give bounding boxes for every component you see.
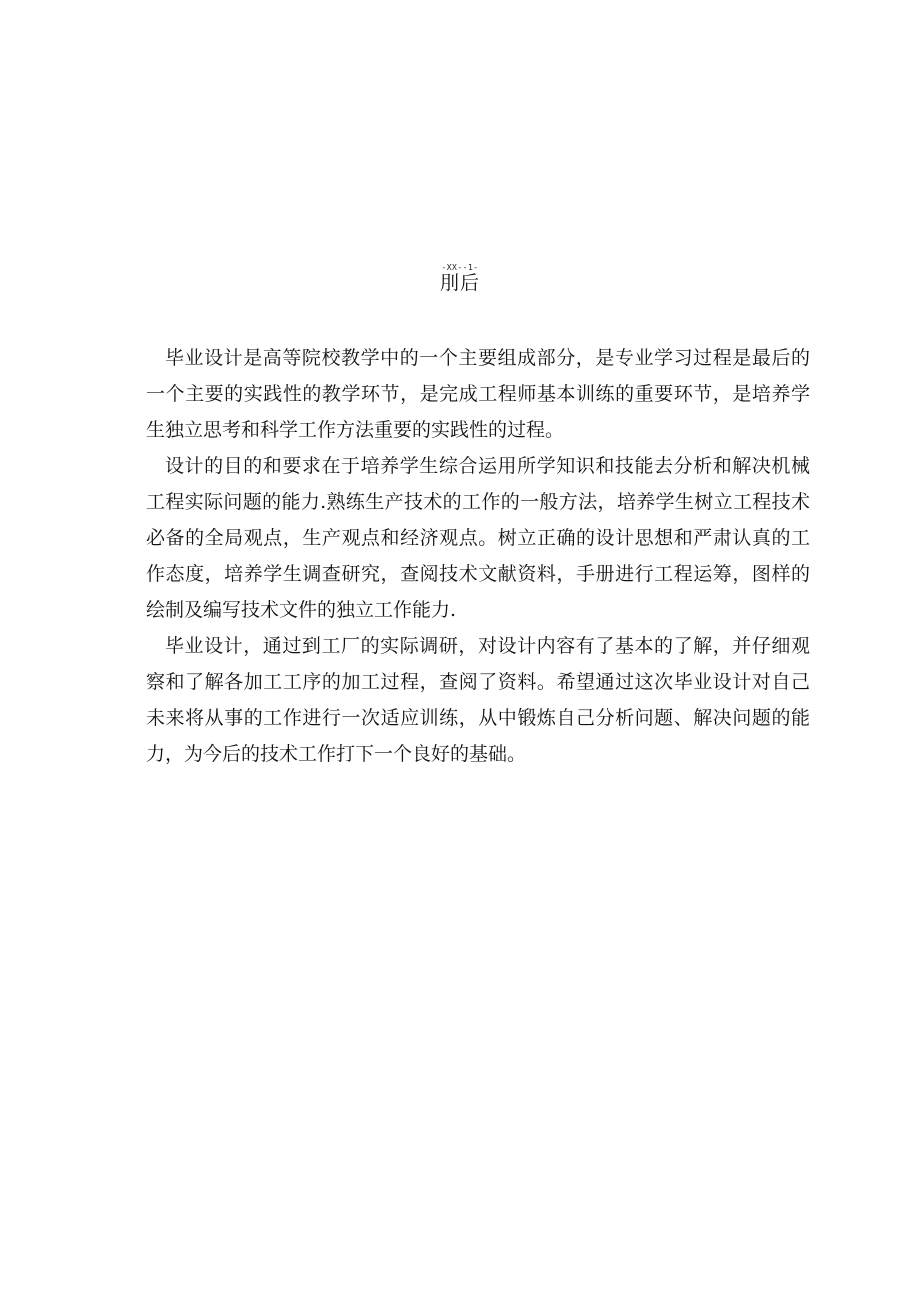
paragraph-3: 毕业设计，通过到工厂的实际调研，对设计内容有了基本的了解，并仔细观察和了解各加工工序的加工过程，查阅了资料。希望通过这次毕业设计对自己未来将从事的工作进行一次适应训练，从中锻炼自己分析问题、解决问题的能力，为今后的技术工作打下一个良好的基础。 [146, 635, 810, 765]
paragraph-1: 毕业设计是高等院校教学中的一个主要组成部分，是专业学习过程是最后的一个主要的实践性的教学环节，是完成工程师基本训练的重要环节，是培养学生独立思考和科学工作方法重要的实践性的过程。 [146, 347, 810, 441]
header-mark: -XX--1- [441, 263, 479, 272]
paragraph-2: 设计的目的和要求在于培养学生综合运用所学知识和技能去分析和解决机械工程实际问题的能力.熟练生产技术的工作的一般方法，培养学生树立工程技术必备的全局观点，生产观点和经济观点。树立正确的设计思想和严肃认真的工作态度，培养学生调查研究，查阅技术文献资料，手册进行工程运筹，图样的绘制及编写技术文件的独立工作能力. [146, 455, 810, 621]
body-text [146, 340, 810, 772]
page-title: 刖后 [439, 272, 480, 294]
